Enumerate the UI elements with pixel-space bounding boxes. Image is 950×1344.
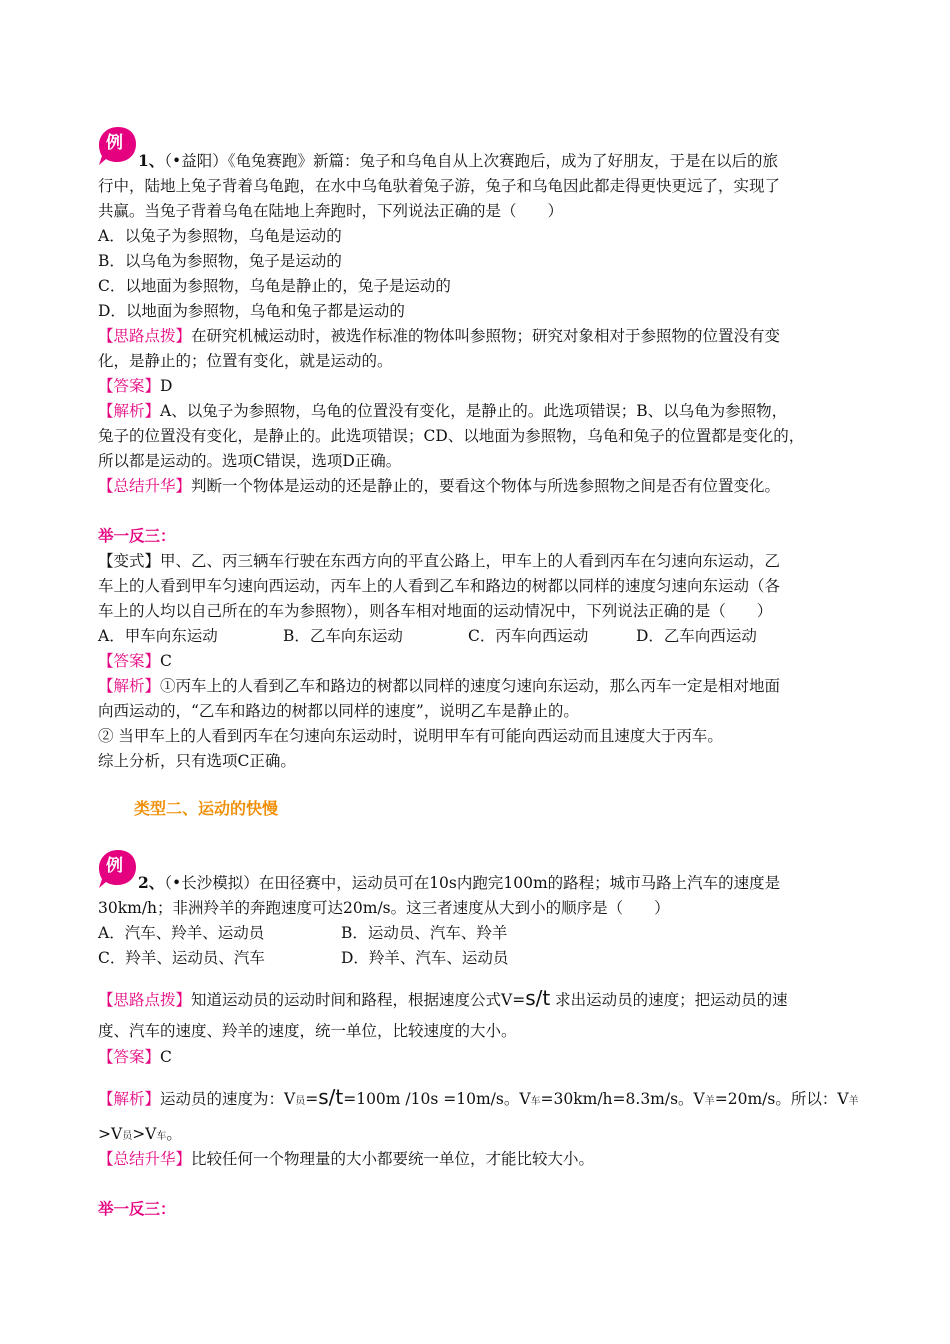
answer-block	[98, 374, 172, 398]
variant-text: 甲、乙、丙三辆车行驶在东西方向的平直公路上，甲车上的人看到丙车在匀速向东运动，乙	[160, 552, 781, 570]
option-d: D．羚羊、汽车、运动员	[341, 949, 509, 967]
option-d: D．以地面为参照物，乌龟和兔子都是运动的	[98, 302, 405, 320]
analysis-text: =	[305, 1090, 319, 1108]
analysis-text: 兔子的位置没有变化，是静止的。此选项错误；CD、以地面为参照物，乌龟和兔子的位置都是变化的，	[98, 427, 805, 445]
stem-line: （•长沙模拟）在田径赛中，运动员可在10s内跑完100m的路程；城市马路上汽车的速度是	[164, 874, 781, 892]
practice-heading: 举一反三：	[98, 1200, 176, 1218]
answer-label: 【答案】	[98, 652, 161, 670]
example-badge-label: 例	[106, 856, 123, 876]
summary-block	[98, 474, 780, 498]
subscript: 车	[530, 1096, 541, 1107]
option-c: C．以地面为参照物，乌龟是静止的，兔子是运动的	[98, 277, 451, 295]
answer-value: C	[160, 652, 172, 670]
answer-label: 【答案】	[98, 377, 161, 395]
summary-label: 【总结升华】	[98, 477, 192, 495]
stem-line: 行中，陆地上兔子背着乌龟跑，在水中乌龟驮着兔子游，兔子和乌龟因此都走得更快更远了，实现了	[98, 177, 781, 195]
example-badge-label: 例	[106, 133, 123, 153]
subscript: 羊	[704, 1096, 715, 1107]
example-1-stem	[138, 149, 778, 173]
hint-text: 度、汽车的速度、羚羊的速度，统一单位，比较速度的大小。	[98, 1022, 517, 1040]
analysis-text: 。	[166, 1125, 182, 1143]
answer-block	[98, 1045, 172, 1069]
practice-heading: 举一反三：	[98, 527, 176, 545]
analysis-text: A、以兔子为参照物，乌龟的位置没有变化，是静止的。此选项错误；B、以乌龟为参照物，	[160, 402, 788, 420]
analysis-text: >V	[132, 1125, 157, 1143]
hint-formula-prefix: V=	[501, 991, 526, 1009]
option-b: B．运动员、汽车、羚羊	[341, 924, 508, 942]
analysis-text: =100m /10s =10m/s。V	[343, 1090, 531, 1108]
analysis-label: 【解析】	[98, 677, 161, 695]
analysis-text: ①丙车上的人看到乙车和路边的树都以同样的速度匀速向东运动，那么丙车一定是相对地面	[160, 677, 781, 695]
subscript: 羊	[848, 1096, 859, 1107]
speed-formula: s/t	[318, 1085, 344, 1109]
option-a: A．汽车、羚羊、运动员	[98, 924, 265, 942]
summary-text: 判断一个物体是运动的还是静止的，要看这个物体与所选参照物之间是否有位置变化。	[191, 477, 781, 495]
option-a: A．甲车向东运动	[98, 627, 218, 645]
analysis-text: 运动员的速度为：V	[160, 1090, 296, 1108]
analysis-text-line	[98, 1122, 182, 1149]
hint-text: 在研究机械运动时，被选作标准的物体叫参照物；研究对象相对于参照物的位置没有变	[191, 327, 781, 345]
stem-line: 共赢。当兔子背着乌龟在陆地上奔跑时，下列说法正确的是（ ）	[98, 202, 564, 220]
example-number: 1、	[138, 151, 165, 170]
stem-line: 30km/h；非洲羚羊的奔跑速度可达20m/s。这三者速度从大到小的顺序是（ ）	[98, 899, 670, 917]
summary-text: 比较任何一个物理量的大小都要统一单位，才能比较大小。	[191, 1150, 595, 1168]
example-2-stem	[138, 871, 780, 895]
analysis-block	[98, 1085, 859, 1114]
variant-text: 车上的人均以自己所在的车为参照物），则各车相对地面的运动情况中，下列说法正确的是（ ）	[98, 602, 773, 620]
analysis-text: >V	[98, 1125, 123, 1143]
analysis-label: 【解析】	[98, 402, 161, 420]
example-number: 2、	[138, 873, 165, 892]
subscript: 员	[122, 1131, 133, 1142]
analysis-text: 所以都是运动的。选项C错误，选项D正确。	[98, 452, 402, 470]
variant-text: 车上的人看到甲车匀速向西运动，丙车上的人看到乙车和路边的树都以同样的速度匀速向东运动（各	[98, 577, 781, 595]
hint-text: 求出运动员的速度；把运动员的速	[550, 991, 788, 1009]
hint-block	[98, 986, 788, 1012]
hint-label: 【思路点拨】	[98, 991, 192, 1009]
analysis-text: 综上分析，只有选项C正确。	[98, 752, 296, 770]
option-c: C．羚羊、运动员、汽车	[98, 949, 265, 967]
analysis-block	[98, 674, 780, 698]
option-c: C．丙车向西运动	[468, 627, 589, 645]
analysis-block	[98, 399, 787, 423]
analysis-label: 【解析】	[98, 1090, 161, 1108]
speed-formula: s/t	[525, 986, 551, 1010]
option-b: B．以乌龟为参照物，兔子是运动的	[98, 252, 342, 270]
subscript: 车	[156, 1131, 167, 1142]
analysis-text: =20m/s。所以：V	[714, 1090, 849, 1108]
option-b: B．乙车向东运动	[283, 627, 403, 645]
option-d: D．乙车向西运动	[636, 627, 757, 645]
analysis-text: =30km/h=8.3m/s。V	[540, 1090, 705, 1108]
summary-block	[98, 1147, 594, 1171]
variant-label: 【变式】	[98, 552, 161, 570]
stem-line: （•益阳）《龟兔赛跑》新篇：兔子和乌龟自从上次赛跑后，成为了好朋友，于是在以后的旅	[164, 152, 778, 170]
hint-label: 【思路点拨】	[98, 327, 192, 345]
section-heading: 类型二、运动的快慢	[134, 799, 279, 818]
summary-label: 【总结升华】	[98, 1150, 192, 1168]
hint-block	[98, 324, 780, 348]
hint-text: 化，是静止的；位置有变化，就是运动的。	[98, 352, 393, 370]
answer-label: 【答案】	[98, 1048, 161, 1066]
hint-text: 知道运动员的运动时间和路程，根据速度公式	[191, 991, 502, 1009]
answer-value: C	[160, 1048, 172, 1066]
answer-block	[98, 649, 172, 673]
answer-value: D	[160, 377, 173, 395]
subscript: 员	[295, 1096, 306, 1107]
variant-block	[98, 549, 780, 573]
option-a: A．以兔子为参照物，乌龟是运动的	[98, 227, 342, 245]
analysis-text: 向西运动的，“乙车和路边的树都以同样的速度”，说明乙车是静止的。	[98, 702, 579, 720]
analysis-text: ② 当甲车上的人看到丙车在匀速向东运动时，说明甲车有可能向西运动而且速度大于丙车。	[98, 727, 723, 745]
